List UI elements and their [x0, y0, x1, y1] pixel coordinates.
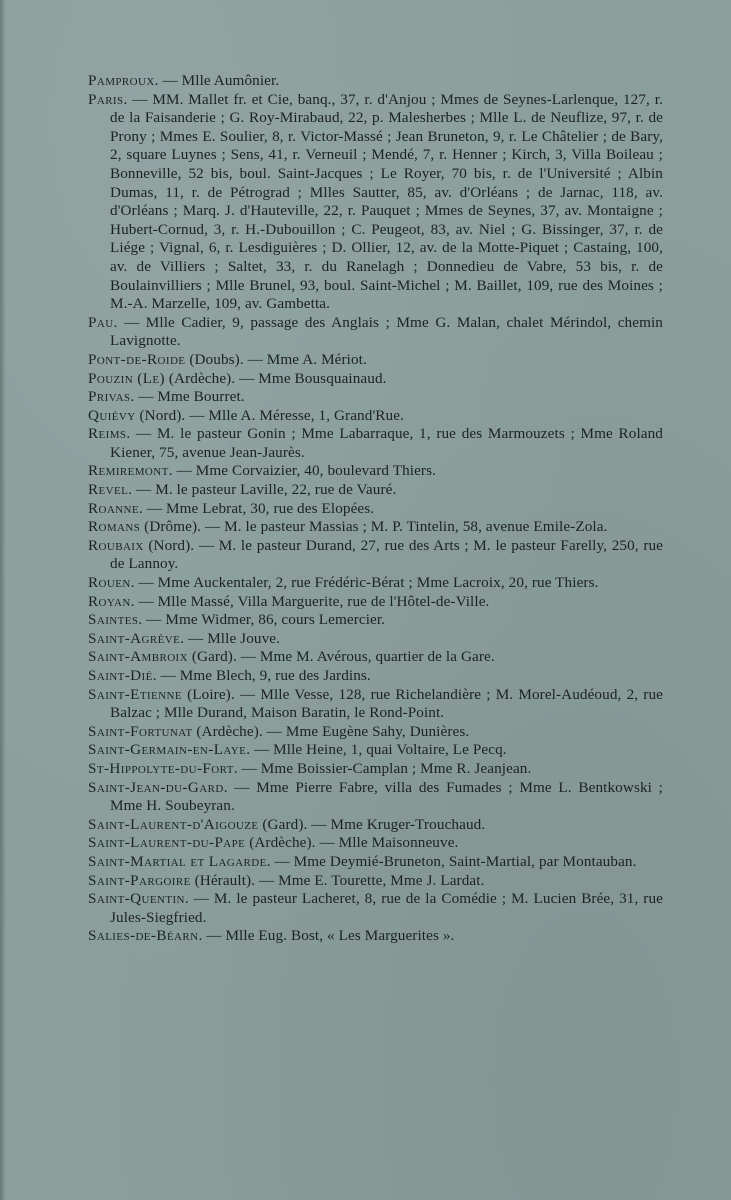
address-entry [88, 686, 663, 723]
address-entry [88, 314, 663, 351]
address-entry [88, 462, 663, 481]
entry-region: (Hérault) [190, 871, 252, 889]
address-entry [88, 630, 663, 649]
entry-text: . — Mme Bousquainaud. [231, 369, 387, 387]
address-entry [88, 407, 663, 426]
entry-place: Paris [88, 90, 124, 108]
address-entry [88, 574, 663, 593]
entry-place: Saint-Laurent-d'Aigouze [88, 815, 259, 833]
address-entry [88, 611, 663, 630]
entry-place: Pau [88, 313, 114, 331]
address-entry [88, 927, 663, 946]
address-entry [88, 648, 663, 667]
entry-place: Rouen [88, 574, 131, 592]
entry-text: . — Mme M. Avérous, quartier de la Gare. [232, 648, 495, 666]
entry-place: Romans [88, 518, 141, 536]
entry-place: Privas [88, 388, 131, 406]
address-entry [88, 779, 663, 816]
entry-text: . — Mme Deymié-Bruneton, Saint-Martial, par Montauban. [266, 852, 637, 870]
address-entry [88, 741, 663, 760]
entry-text: . — Mlle Vesse, 128, rue Richelandière ; M. Morel-Audéoud, 2, rue Balzac ; Mlle Durand, Maison Baratin, le Rond-Point. [110, 685, 664, 722]
entry-text: . — Mme Pierre Fabre, villa des Fumades ; Mme L. Bentkowski ; Mme H. Soubeyran. [110, 778, 663, 815]
entry-text: . — Mlle Heine, 1, quai Voltaire, Le Pecq. [246, 741, 507, 759]
entry-place: Salies-de-Béarn [88, 927, 199, 945]
entry-text: . — Mlle Aumônier. [154, 72, 280, 89]
entry-text: . — Mme Lebrat, 30, rue des Elopées. [139, 499, 375, 517]
entry-region: (Loire) [181, 685, 231, 703]
entry-region: (Ardèche) [245, 834, 312, 852]
entry-place: Saint-Fortunat [88, 722, 193, 740]
entry-region: (Gard) [187, 648, 233, 666]
entry-place: Remiremont [88, 462, 169, 480]
address-entry [88, 537, 663, 574]
entry-text: . — Mme Boissier-Camplan ; Mme R. Jeanjean. [233, 759, 532, 777]
address-entry [88, 760, 663, 779]
entry-place: Revel [88, 481, 129, 499]
entry-text: . — M. le pasteur Durand, 27, rue des Arts ; M. le pasteur Farelly, 250, rue de Lannoy. [110, 536, 664, 573]
address-entry [88, 481, 663, 500]
address-entry [88, 667, 663, 686]
address-entry [88, 853, 663, 872]
entry-region: (Doubs) [185, 350, 240, 368]
entry-place: Saint-Jean-du-Gard [88, 778, 224, 796]
entry-text: . — Mme Blech, 9, rue des Jardins. [152, 667, 371, 684]
page-edge-shadow [0, 0, 6, 1200]
address-entry [88, 816, 663, 835]
entry-text: . — Mme A. Mériot. [239, 350, 367, 368]
entry-region: (Gard) [258, 815, 304, 833]
entry-text: . — Mlle A. Méresse, 1, Grand'Rue. [181, 406, 404, 424]
entry-text: . — M. le pasteur Massias ; M. P. Tintelin, 58, avenue Emile-Zola. [197, 518, 608, 536]
address-entry [88, 872, 663, 891]
entry-place: Reims [88, 425, 127, 443]
entry-text: . — MM. Mallet fr. et Cie, banq., 37, r. d'Anjou ; Mmes de Seynes-Larlenque, 127, r. de la Faisanderie ; G. Roy-Mirabaud, 22, p. Malesherbes ; Mlle L. de Neuflize, 97, r. de Prony ; Mmes E. Soulier, 8, r. Victor-Massé ; Jean Bruneton, 9, r. Le Châtelier ; de Bary, 2, square Luynes ; Sens, 41, r. Verneuil ; Mendé, 7, r. Henner ; Kirch, 3, Villa Boileau ; Bonneville, 52 bis, boul. Saint-Jacques ; Le Royer, 70 bis, r. de l'Université ; Albin Dumas, 11, r. de Pétrograd ; Mlles Sautter, 85, av. d'Orléans ; de Jarnac, 118, av. d'Orléans ; Marq. J. d'Hauteville, 22, r. Pauquet ; Mmes de Seynes, 37, av. Montaigne ; Hubert-Cornud, 3, r. H.-Dubouillon ; C. Peugeot, 83, av. Niel ; G. Bissinger, 37, r. de Liége ; Vignal, 6, r. Lesdiguières ; D. Ollier, 12, av. de la Motte-Piquet ; Castaing, 100, av. de Villiers ; Saltet, 33, r. du Ranelagh ; Donnedieu de Vabre, 53 bis, r. de Boulainvilliers ; Mlle Brunel, 93, boul. Saint-Michel ; M. Baillet, 109, rue des Moines ; M.-A. Marzelle, 109, av. Gambetta. [110, 90, 663, 313]
entry-place: Saint-Laurent-du-Pape [88, 834, 246, 852]
address-entry [88, 72, 663, 91]
entry-text: . — Mlle Jouve. [180, 629, 281, 647]
entry-place: Saint-Germain-en-Laye [88, 741, 247, 759]
entry-place: Saint-Martial et Lagarde [88, 852, 267, 870]
entry-place: Saint-Agrève [88, 629, 181, 647]
address-list [88, 72, 663, 946]
entry-place: Saintes [88, 611, 139, 629]
entry-region: (Nord) [135, 406, 182, 424]
address-entry [88, 723, 663, 742]
address-entry [88, 425, 663, 462]
entry-place: Pamproux [88, 72, 155, 89]
entry-text: . — M. le pasteur Lacheret, 8, rue de la Comédie ; M. Lucien Brée, 31, rue Jules-Siegfried. [110, 890, 663, 926]
entry-text: . — Mme E. Tourette, Mme J. Lardat. [251, 871, 485, 889]
address-entry [88, 388, 663, 407]
entry-text: . — Mlle Maisonneuve. [311, 834, 459, 852]
entry-text: . — M. le pasteur Laville, 22, rue de Vauré. [128, 481, 397, 499]
entry-place: Saint-Dié [88, 667, 153, 684]
entry-text: . — Mme Corvaizier, 40, boulevard Thiers. [168, 462, 436, 480]
entry-region: (Ardèche) [192, 722, 259, 740]
entry-text: . — Mme Bourret. [130, 388, 245, 406]
entry-place: Saint-Pargoire [88, 871, 191, 889]
address-entry [88, 91, 663, 314]
entry-region: (Ardèche) [164, 369, 232, 387]
entry-region: (Drôme) [140, 518, 198, 536]
address-entry [88, 834, 663, 853]
entry-text: . — Mme Widmer, 86, cours Lemercier. [138, 611, 386, 629]
entry-text: . — Mlle Massé, Villa Marguerite, rue de l'Hôtel-de-Ville. [130, 592, 490, 610]
entry-place: Saint-Quentin [88, 890, 185, 908]
address-entry [88, 351, 663, 370]
entry-place: Saint-Ambroix [88, 648, 188, 666]
entry-place: Quiévy [88, 406, 136, 424]
entry-place: Pont-de-Roide [88, 350, 186, 368]
entry-place: Royan [88, 592, 131, 610]
entry-place: Roanne [88, 499, 140, 517]
entry-text: . — Mlle Eug. Bost, « Les Marguerites ». [198, 927, 455, 945]
entry-region: (Nord) [143, 536, 191, 554]
entry-text: . — Mme Auckentaler, 2, rue Frédéric-Bérat ; Mme Lacroix, 20, rue Thiers. [130, 574, 599, 592]
address-entry [88, 518, 663, 537]
entry-place: Roubaix [88, 536, 144, 554]
entry-text: . — Mme Kruger-Trouchaud. [303, 815, 486, 833]
address-entry [88, 500, 663, 519]
address-entry [88, 593, 663, 612]
entry-text: . — Mme Eugène Sahy, Dunières. [258, 722, 470, 740]
address-entry [88, 370, 663, 389]
entry-text: . — M. le pasteur Gonin ; Mme Labarraque, 1, rue des Marmouzets ; Mme Roland Kiener, 75, avenue Jean-Jaurès. [110, 425, 663, 461]
entry-place: Pouzin (Le) [88, 369, 165, 387]
entry-text: . — Mlle Cadier, 9, passage des Anglais ; Mme G. Malan, chalet Mérindol, chemin Lavignotte. [110, 313, 663, 350]
entry-place: St-Hippolyte-du-Fort [88, 759, 234, 777]
address-entry [88, 890, 663, 927]
entry-place: Saint-Etienne [88, 685, 182, 703]
